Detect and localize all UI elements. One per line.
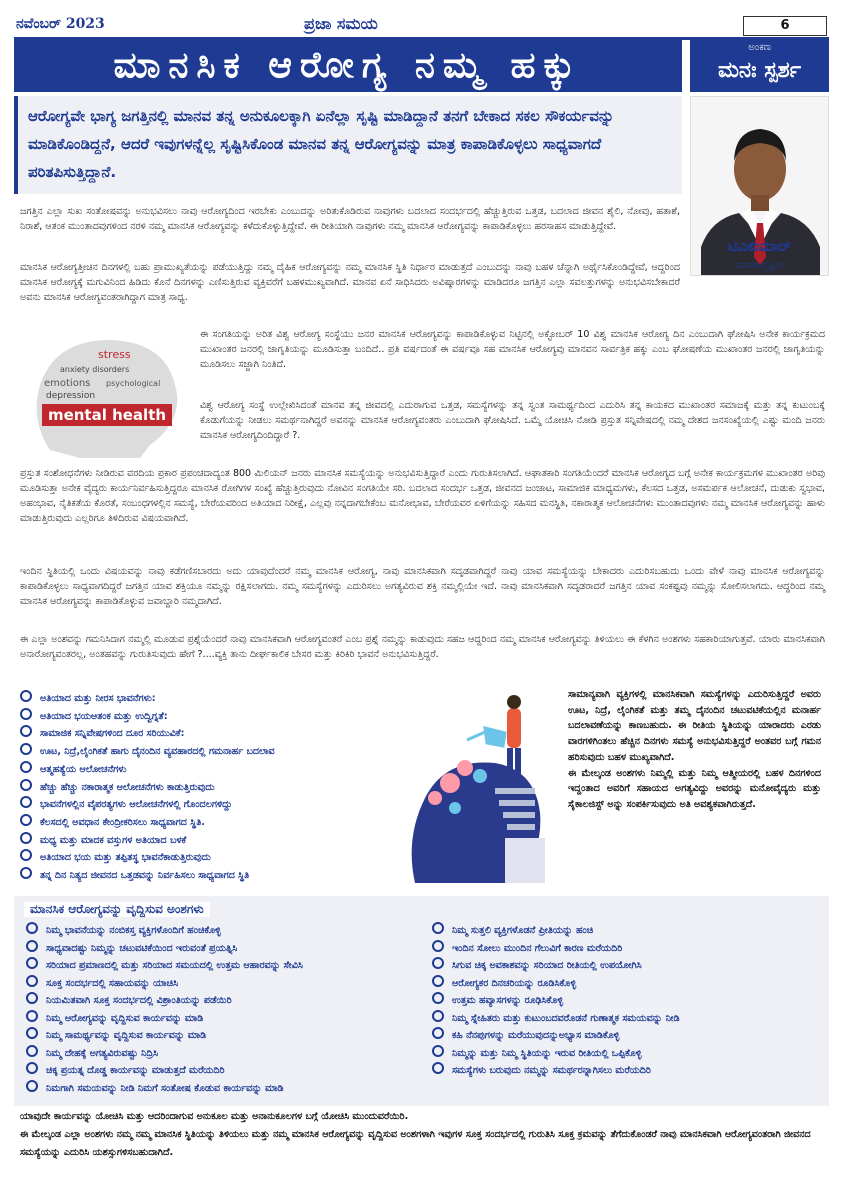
word-depression: depression xyxy=(46,391,96,401)
list-item: ನಿಮ್ಮ ಭಾವನೆಯನ್ನು ನಂಬಿಕಸ್ತ ವ್ಯಕ್ತಿಗಳೊಂದಿಗೆ ಹಂಚಿಕೊಳ್ಳಿ xyxy=(26,922,426,940)
list-item: ಕಹಿ ನೆನಪುಗಳನ್ನು ಮರೆಯುವುದನ್ನುಅಭ್ಯಾಸ ಮಾಡಿಕೊಳ್ಳಿ xyxy=(432,1027,822,1045)
circle-bullet-icon xyxy=(26,1080,38,1092)
advice-box xyxy=(562,683,827,893)
list-item: ನಿಯಮಿತವಾಗಿ ಸೂಕ್ತ ಸಂದರ್ಭದಲ್ಲಿ ವಿಶ್ರಾಂತಿಯನ್ನು ಪಡೆಯಿರಿ xyxy=(26,992,426,1010)
list-item: ಉತ್ತಮ ಹವ್ಯಾಸಗಳನ್ನು ರೂಢಿಸಿಕೊಳ್ಳಿ xyxy=(432,992,822,1010)
watering-can-icon xyxy=(467,728,505,746)
list-item: ಸೂಕ್ತ ಸಂದರ್ಭದಲ್ಲಿ ಸಹಾಯವನ್ನು ಯಾಚಿಸಿ xyxy=(26,975,426,993)
list-item: ನಿಮಗಾಗಿ ಸಮಯವನ್ನು ನೀಡಿ ನಿಮಗೆ ಸಂತೋಷ ಕೊಡುವ ಕಾರ್ಯವನ್ನು ಮಾಡಿ xyxy=(26,1080,426,1098)
list-item: ಊಟ, ನಿದ್ರೆ,ಲೈಂಗಿಕತೆ ಹಾಗು ದೈನಂದಿನ ವ್ಯವಹಾರದಲ್ಲಿ ಗಮನಾರ್ಹ ಬದಲಾವ xyxy=(20,743,410,761)
author-role: ಮನಃಶಾಸ್ತ್ರಜ್ಞರು xyxy=(735,260,784,271)
list-item: ಮಧ್ಯ ಮತ್ತು ಮಾದಕ ವಸ್ತುಗಳ ಅತಿಯಾದ ಬಳಕೆ xyxy=(20,832,410,850)
mental-health-image xyxy=(20,330,190,460)
body-paragraph-4: ವಿಶ್ವ ಆರೋಗ್ಯ ಸಂಸ್ಥೆ ಉಲ್ಲೇಖಿಸಿದಂತೆ ಮಾನವ ತನ್ನ ಜೀವದಲ್ಲಿ ಎದುರಾಗುವ ಒತ್ತಡ, ಸಮಸ್ಯೆಗಳನ್ನು ತನ್ನ ಸ್ವಂತ ಸಾಮರ್ಥ್ಯದಿಂದ ಎದುರಿಸಿ ತನ್ನ ಕಾಯಕದ ಮುಖಾಂತರ ಸಮಾಜಕ್ಕೆ ಮತ್ತು ತನ್ನ ಕುಟುಂಬಕ್ಕೆ ಕೊಡುಗೆಯನ್ನು ನೀಡಲು ಸಮರ್ಥನಾಗಿದ್ದರೆ ಅವನನ್ನು ಮಾನಸಿಕ ಆರೋಗ್ಯವಂತರು ಎಂಬುದಾಗಿ ಘೋಷಿಸಿದೆ. ಒಮ್ಮೆ ಯೋಚಿಸಿ ನೋಡಿ ಪ್ರಸ್ತುತ ಸನ್ನಿವೇಷದಲ್ಲಿ ನಮ್ಮ ದೇಶದ ಜನಸಂಖ್ಯೆಯಲ್ಲಿ ಎಷ್ಟು ಮಂದಿ ಜನರು ಮಾನಸಿಕ ಆರೋಗ್ಯದಿಂದಿದ್ದಾರೆ ?. xyxy=(200,400,825,441)
word-anxiety: anxiety disorders xyxy=(60,365,130,374)
list-item: ನಿಮ್ಮ ದೇಹಕ್ಕೆ ಅಗತ್ಯವಿರುವಷ್ಟು ನಿದ್ರಿಸಿ xyxy=(26,1045,426,1063)
issue-date: ನವೆಂಬರ್ 2023 xyxy=(16,16,105,32)
list-item: ನಿಮ್ಮ ಸುತ್ತಲಿ ವ್ಯಕ್ತಿಗಳೊಡನೆ ಪ್ರೀತಿಯನ್ನು ಹಂಚಿ xyxy=(432,922,822,940)
body-paragraph-3: ಈ ಸಂಗತಿಯನ್ನು ಅರಿತ ವಿಶ್ವ ಆರೋಗ್ಯ ಸಂಸ್ಥೆಯು ಜನರ ಮಾನಸಿಕ ಆರೋಗ್ಯವನ್ನು ಕಾಪಾಡಿಕೊಳ್ಳುವ ನಿಟ್ಟಿನಲ್ಲಿ ಅಕ್ಟೋಬರ್ 10 ವಿಶ್ವ ಮಾನಸಿಕ ಆರೋಗ್ಯ ದಿನ ಎಂಬುದಾಗಿ ಘೋಷಿಸಿ ಅನೇಕ ಕಾರ್ಯಕ್ರಮದ ಮುಖಾಂತರ ಜನರಲ್ಲಿ ಜಾಗೃತಿಯನ್ನು ಮೂಡಿಸುತ್ತಾ ಬಂದಿದೆ.. ಪ್ರತಿ ವರ್ಷದಂತೆ ಈ ವರ್ಷವೂ ಸಹ ಮಾನಸಿಕ ಆರೋಗ್ಯವು ಮಾನವನ ಸಾರ್ವತ್ರಿಕ ಹಕ್ಕು ಎಂಬ ಘೋಷಣೆಯ ಮುಖಾಂತರ ಜನರಲ್ಲಿ ಜಾಗೃತಿಯನ್ನು ಮೂಡಿಸಲು ಸಜ್ಜಾಗಿ ನಿಂತಿದೆ. xyxy=(200,329,825,370)
closing-line-1: ಯಾವುದೇ ಕಾರ್ಯವನ್ನು ಯೋಚಿಸಿ ಮತ್ತು ಆದರಿಂದಾಗುವ ಅನುಕೂಲ ಮತ್ತು ಅನಾನುಕೂಲಗಳ ಬಗ್ಗೆ ಯೋಚಿಸಿ ಮುಂದುವರೆಯಿರಿ. xyxy=(20,1111,409,1122)
list-item: ಕೆಲಸದಲ್ಲಿ ಅವಧಾನ ಕೇಂದ್ರೀಕರಿಸಲು ಸಾಧ್ಯವಾಗದ ಸ್ಥಿತಿ. xyxy=(20,814,410,832)
list-item: ಇಂದಿನ ಸೋಲು ಮುಂದಿನ ಗೆಲುವಿಗೆ ಕಾರಣ ಮರೆಯದಿರಿ xyxy=(432,940,822,958)
word-emotions: emotions xyxy=(44,378,91,389)
symptom-list xyxy=(20,690,410,885)
list-item: ಅತಿಯಾದ ಮತ್ತು ನೀರಸ ಭಾವನೆಗಳು: xyxy=(20,690,410,708)
list-item: ಹೆಚ್ಚು ಹೆಚ್ಚು ನಕಾರಾತ್ಮಕ ಆಲೋಚನೆಗಳು ಕಾಡುತ್ತಿರುವುದು xyxy=(20,779,410,797)
list-item: ತನ್ನ ದಿನ ನಿತ್ಯದ ಜೀವನದ ಒತ್ತಡವನ್ನು ನಿರ್ವಹಿಸಲು ಸಾಧ್ಯವಾಗದ ಸ್ಥಿತಿ xyxy=(20,867,410,885)
circle-bullet-icon xyxy=(432,975,444,987)
advice-paragraph-1: ಸಾಮಾನ್ಯವಾಗಿ ವ್ಯಕ್ತಿಗಳಲ್ಲಿ ಮಾನಸಿಕವಾಗಿ ಸಮಸ್ಯೆಗಳನ್ನು ಎದುರಿಸುತ್ತಿದ್ದರೆ ಅವರು ಊಟ, ನಿದ್ರೆ, ಲೈಂಗಿಕತೆ ಮತ್ತು ತಮ್ಮ ದೈನಂದಿನ ಚಟುವಟಿಕೆಯಲ್ಲಿನ ಮನಾರ್ಹ ಬದಲಾವಣೆಯನ್ನು ಕಾಣಬಹುದು. ಈ ರೀತಿಯ ಸ್ಥಿತಿಯನ್ನು ಯಾರಾದರು ಎರಡು ವಾರಗಳಿಗಿಂತಲು ಹೆಚ್ಚಿನ ದಿನಗಳು ಸಮಸ್ಯೆ ಅನುಭವಿಸುತ್ತಿದ್ದರೆ ಅಂತವರ ಬಗ್ಗೆ ಗಮನ ಹರಿಸುವುದು ಬಹಳ ಮುಖ್ಯವಾಗಿದೆ. xyxy=(568,689,821,763)
circle-bullet-icon xyxy=(26,1045,38,1057)
list-item: ಸಾಮಾಜಿಕ ಸನ್ನಿವೇಷಗಳಿಂದ ದೂರ ಸರಿಯುವಿಕೆ: xyxy=(20,725,410,743)
list-item: ಭಾವನೆಗಳಲ್ಲಿನ ವೈಪರತ್ಯಗಳು ಆಲೋಚನೆಗಳಲ್ಲಿ ಗೊಂದಲಗಳಿದ್ದು xyxy=(20,796,410,814)
list-item: ಆರೋಗ್ಯಕರ ದಿನಚರಿಯನ್ನು ರೂಡಿಸಿಕೊಳ್ಳಿ xyxy=(432,975,822,993)
circle-bullet-icon xyxy=(26,1010,38,1022)
circle-bullet-icon xyxy=(20,849,32,861)
word-psychological: psychological xyxy=(106,379,161,388)
column-badge-subtitle: ಅಂಕಣ xyxy=(748,42,771,53)
word-stress: stress xyxy=(98,348,131,361)
body-paragraph-2: ಮಾನಸಿಕ ಆರೋಗ್ಯತ್ತೀಚಿನ ದಿನಗಳಲ್ಲಿ ಬಹು ಪ್ರಾಮುಖ್ಯತೆಯನ್ನು ಪಡೆಯುತ್ತಿದ್ದು ನಮ್ಮ ದೈಹಿಕ ಆರೋಗ್ಯವನ್ನು ನಮ್ಮ ಮಾನಸಿಕ ಸ್ಥಿತಿ ನಿರ್ಧಾರ ಮಾಡುತ್ತದೆ ಎಂಬುದನ್ನು ನಾವು ಬಹಳ ಚೆನ್ನಾಗಿ ಅರ್ಥೈಸಿಕೊಂಡಿದ್ದೇವೆ, ಆದ್ದರಿಂದ ಮಾನಸಿಕ ಆರೋಗ್ಯಕ್ಕೆ ಮಗುವಿನಿಂದ ಹಿಡಿದು ಕೊನೆ ದಿನಗಳನ್ನು ಎಣಿಸುತ್ತಿರುವ ವ್ಯಕ್ತಿವರೆಗೆ ಬಹಳಮುಖ್ಯವಾಗಿದೆ. ಮಾನವ ಏನೆ ಸಾಧಿಸಿದರು ಅವಿಷ್ಕಾರಗಳನ್ನು ಮಾಡಿದರೂ ಜಗತ್ತಿನ ಎಲ್ಲಾ ಸವಲತ್ತುಗಳನ್ನು ಅನುಭವಿಸಬೇಕಾದರೆ ಅವನು ಮಾನಸಿಕ ಆರೋಗ್ಯವಂತರಾಗಿದ್ದಾಗ ಮಾತ್ರ ಸಾಧ್ಯ. xyxy=(20,262,680,303)
circle-bullet-icon xyxy=(432,1027,444,1039)
circle-bullet-icon xyxy=(432,922,444,934)
list-item: ಸಾಧ್ಯವಾದಷ್ಟು ನಿಮ್ಮನ್ನು ಚಟುವಟಿಕೆಯಿಂದ ಇರುವಂತೆ ಪ್ರಯತ್ನಿಸಿ xyxy=(26,940,426,958)
closing-line-2: ಈ ಮೇಲ್ಕಂಡ ಎಲ್ಲಾ ಅಂಶಗಳು ನಮ್ಮ ನಮ್ಮ ಮಾನಸಿಕ ಸ್ಥಿತಿಯನ್ನು ತಿಳಿಯಲು ಮತ್ತು ನಮ್ಮ ಮಾನಸಿಕ ಆರೋಗ್ಯವನ್ನು ವೃದ್ದಿಸುವ ಅಂಶಗಳಾಗಿ ಇವುಗಳ ಸೂಕ್ತ ಸಂದರ್ಭದಲ್ಲಿ ಗುರುತಿಸಿ ಸೂಕ್ತ ಕ್ರಮವನ್ನು ತೆಗೆದುಕೊಂಡರೆ ನಾವು ಮಾನಸಿಕವಾಗಿ ಆರೋಗ್ಯವಂತರಾಗಿ ಜೀವನದ ಸಮಸ್ಯೆಯನ್ನು ಎದುರಿಸಿ ಯಶಸ್ಸುಗಳಿಸಬಹುದಾಗಿದೆ. xyxy=(20,1129,811,1158)
list-item: ನಿಮ್ಮ ಸಾಮರ್ಥ್ಯವನ್ನು ವೃದ್ದಿಸುವ ಕಾರ್ಯವನ್ನು ಮಾಡಿ xyxy=(26,1027,426,1045)
body-paragraph-5: ಪ್ರಸ್ತುತ ಸಂಶೋಧನೆಗಳು ನೀಡಿರುವ ವರದಿಯ ಪ್ರಕಾರ ಪ್ರಪಂಚದಾದ್ಯಂತ 800 ಮಿಲಿಯನ್ ಜನರು ಮಾನಸಿಕ ಸಮಸ್ಯೆಯನ್ನು ಅನುಭವಿಸುತ್ತಿದ್ದಾರೆ ಎಂದು ಗುರುತಿಸಲಾಗಿದೆ. ಆಘಾತಕಾರಿ ಸಂಗತಿಯೆಂದರೆ ಮಾನಸಿಕ ಆರೋಗ್ಯದ ಬಗ್ಗೆ ಅನೇಕ ಕಾರ್ಯಕ್ರಮಗಳ ಮುಖಾಂತರ ಅರಿವು ಮೂಡಿಸುತ್ತಾ ಅನೇಕ ವೈದ್ಯರು ಕಾರ್ಯನಿರ್ವಹಿಸುತ್ತಿದ್ದರೂ ಮಾನಸಿಕ ರೋಗಿಗಳ ಸಂಖ್ಯೆ ಹೆಚ್ಚುತ್ತಿರುವುದು ನೋವಿನ ಸಂಗತಿಯೇ ಸರಿ. ಬದಲಾದ ಸಂದರ್ಭ ಒತ್ತಡ, ಜೀವನದ ಜಂಜಾಟ, ಸಾಮಾಜಿಕ ಮಾಧ್ಯಮಗಳು, ಕೆಲಸದ ಒತ್ತಡ, ಅಸಮರ್ಪಕ ಆಲೋಚನೆ, ದುಡುಕು ಸ್ವಭಾವ, ಅಹಂಭಾವ, ನೈತಿಕತೆಯ ಕೊರತೆ, ಸಂಬಂಧಗಳಲ್ಲಿನ ಸಮಸ್ಯೆ, ಬೇರೆಯವರಿಂದ ಅತಿಯಾದ ನಿರೀಕ್ಷೆ, ಎಲ್ಲವು ನನ್ನದಾಗಬೇಕೆಂಬ ಮನೋಭಾವ, ಬೇರೆಯವರ ಏಳಿಗೆಯನ್ನು ಸಹಿಸದ ಮನಸ್ಥಿತಿ, ನಕಾರಾತ್ಮಕ ಆಲೋಚನೆಗಳು ಮುಂತಾದವುಗಳು ನಮ್ಮ ಮಾನಸಿಕ ಆರೋಗ್ಯವನ್ನು ಹಾಳು ಮಾಡುತ್ತಿರುವುದು ಎಲ್ಲರಿಗೂ ತಿಳಿದಿರುವ ವಿಷಯವಾಗಿದೆ. xyxy=(20,468,825,524)
circle-bullet-icon xyxy=(20,796,32,808)
tips-title: ಮಾನಸಿಕ ಆರೋಗ್ಯವನ್ನು ವೃದ್ದಿಸುವ ಅಂಶಗಳು xyxy=(24,902,210,917)
circle-bullet-icon xyxy=(26,957,38,969)
list-item: ಆತ್ಮಹತ್ಯೆಯ ಆಲೋಚನೆಗಳು xyxy=(20,761,410,779)
list-item: ಸರಿಯಾದ ಪ್ರಮಾಣದಲ್ಲಿ ಮತ್ತು ಸರಿಯಾದ ಸಮಯದಲ್ಲಿ ಉತ್ತಮ ಆಹಾರವನ್ನು ಸೇವಿಸಿ xyxy=(26,957,426,975)
tips-list-left xyxy=(26,922,426,1097)
circle-bullet-icon xyxy=(26,1062,38,1074)
circle-bullet-icon xyxy=(26,922,38,934)
closing-text xyxy=(20,1108,825,1162)
list-item: ನಿಮ್ಮ ಸ್ನೇಹಿತರು ಮತ್ತು ಕುಟುಂಬದವರೊಡನೆ ಗುಣಾತ್ಮಕ ಸಮಯವನ್ನು ನೀಡಿ xyxy=(432,1010,822,1028)
column-badge-name: ಮನಃ ಸ್ಪರ್ಶ xyxy=(717,58,802,83)
circle-bullet-icon xyxy=(26,975,38,987)
circle-bullet-icon xyxy=(26,992,38,1004)
body-paragraph-1: ಜಗತ್ತಿನ ಎಲ್ಲಾ ಸುಖ ಸಂತೋಷವನ್ನು ಅನುಭವಿಸಲು ನಾವು ಆರೋಗ್ಯದಿಂದ ಇರಬೇಕು ಎಂಬುದನ್ನು ಅರಿತುಕೊಡಿರುವ ನಾವುಗಳು ಬದಲಾದ ಸಂದರ್ಭದಲ್ಲಿ ಹೆಚ್ಚುತ್ತಿರುವ ಒತ್ತಡ, ಬದಲಾದ ಜೀವನ ಶೈಲಿ, ನೋವು, ಹತಾಶೆ, ನಿರಾಶೆ, ಆತಂಕ ಮುಂತಾದವುಗಳಿಂದ ನರಳಿ ನಮ್ಮ ಮಾನಸಿಕ ಆರೋಗ್ಯವನ್ನು ಕಳೆದುಕೊಳ್ಳುತ್ತಿದ್ದೇವೆ. ಈ ರೀತಿಯಾಗಿ ನಾವುಗಳು ನಮ್ಮ ಮಾನಸಿಕ ಆರೋಗ್ಯವನ್ನು ಕಾಪಾಡಿಕೊಳ್ಳಲು ಹರಸಾಹಸ ಮಾಡುತ್ತಿದ್ದೇವೆ. xyxy=(20,206,680,232)
advice-paragraph-2: ಈ ಮೇಲ್ಕಂಡ ಅಂಶಗಳು ನಿಮ್ಮಲ್ಲಿ ಮತ್ತು ನಿಮ್ಮ ಆತ್ಮೀಯರಲ್ಲಿ ಬಹಳ ದಿನಗಳಿಂದ ಇದ್ದಂತಾದ ಅವರಿಗೆ ಸಹಾಯದ ಅಗತ್ಯವಿದ್ದು ಅವರನ್ನು ಮನೋವೈದ್ಯರು ಮತ್ತು ಸೈಕಾಲಜಿಸ್ಟ್ ಅನ್ನು ಸಂಪರ್ಕಿಸುವುದು ಅತಿ ಅವಶ್ಯಕವಾಗಿರುತ್ತದೆ. xyxy=(568,767,821,810)
list-item: ಅತಿಯಾದ ಭಯಆತಂಕ ಮತ್ತು ಉದ್ವಿಗ್ನತೆ: xyxy=(20,708,410,726)
lead-text: ಆರೋಗ್ಯವೇ ಭಾಗ್ಯ ಜಗತ್ತಿನಲ್ಲಿ ಮಾನವ ತನ್ನ ಅನುಕೂಲಕ್ಕಾಗಿ ಏನೆಲ್ಲಾ ಸೃಷ್ಟಿ ಮಾಡಿದ್ದಾನೆ ತನಗೆ ಬೇಕಾದ ಸಕಲ ಸೌಕರ್ಯವನ್ನು ಮಾಡಿಕೊಂಡಿದ್ದನೆ, ಆದರೆ ಇವುಗಳನ್ನೆಲ್ಲ ಸೃಷ್ಟಿಸಿಕೊಂಡ ಮಾನವ ತನ್ನ ಆರೋಗ್ಯವನ್ನು ಮಾತ್ರ ಕಾಪಾಡಿಕೊಳ್ಳಲು ಸಾಧ್ಯವಾಗದೆ ಪರಿತಪಿಸುತ್ತಿದ್ದಾನೆ. xyxy=(28,107,615,181)
circle-bullet-icon xyxy=(20,690,32,702)
circle-bullet-icon xyxy=(432,1062,444,1074)
circle-bullet-icon xyxy=(432,992,444,1004)
circle-bullet-icon xyxy=(20,743,32,755)
circle-bullet-icon xyxy=(26,1027,38,1039)
tips-box xyxy=(14,896,829,1106)
circle-bullet-icon xyxy=(432,1010,444,1022)
list-item: ಅತಿಯಾದ ಭಯ ಮತ್ತು ತಪ್ಪಿತಸ್ಥ ಭಾವನೆಕಾಡುತ್ತಿರುವುದು xyxy=(20,849,410,867)
circle-bullet-icon xyxy=(20,779,32,791)
circle-bullet-icon xyxy=(432,957,444,969)
circle-bullet-icon xyxy=(26,940,38,952)
lead-box xyxy=(14,96,682,194)
circle-bullet-icon xyxy=(432,1045,444,1057)
paper-name: ಪ್ರಜಾ ಸಮಯ xyxy=(304,14,378,33)
circle-bullet-icon xyxy=(20,832,32,844)
circle-bullet-icon xyxy=(20,867,32,879)
list-item: ಸಿಗುವ ಚಿಕ್ಕ ಅವಕಾಶವನ್ನು ಸರಿಯಾದ ರೀತಿಯಲ್ಲಿ ಉಪಯೋಗಿಸಿ xyxy=(432,957,822,975)
circle-bullet-icon xyxy=(20,814,32,826)
tips-list-right xyxy=(432,922,822,1080)
circle-bullet-icon xyxy=(20,725,32,737)
circle-bullet-icon xyxy=(20,708,32,720)
circle-bullet-icon xyxy=(20,761,32,773)
word-mental-health: mental health xyxy=(47,406,167,424)
list-item: ಸಮಸ್ಯೆಗಳು ಬರುವುದು ನಮ್ಮನ್ನು ಸಮರ್ಥರನ್ನಾಗಿಸಲು ಮರೆಯದಿರಿ xyxy=(432,1062,822,1080)
column-badge xyxy=(690,40,829,92)
page-number: 6 xyxy=(743,16,827,36)
body-paragraph-6: ಇಂದಿನ ಸ್ಥಿತಿಯಲ್ಲಿ ಒಂದು ವಿಷಯವನ್ನು ನಾವು ಕಡೆಗಣಿಸಬಾರದು ಅದು ಯಾವುದೆಂದರೆ ನಮ್ಮ ಮಾನಸಿಕ ಆರೋಗ್ಯ, ನಾವು ಮಾನಸಿಕವಾಗಿ ಸದೃಡವಾಗಿದ್ದರೆ ನಾವು ಯಾವ ಸಮಸ್ಯೆಯನ್ನು ಬೇಕಾದರು ಎದುರಿಸಬಹುದು ಒಂದು ವೇಳೆ ನಾವು ಮಾನಸಿಕ ಆರೋಗ್ಯವನ್ನು ಕಾಪಾಡಿಕೊಳ್ಳಲು ಸಾಧ್ಯವಾಗದಿದ್ದರೆ ಜಗತ್ತಿನ ಯಾವ ಶಕ್ತಿಯೂ ನಮ್ಮನ್ನು ರಕ್ಷಿಸಲಾಗದು. ನಮ್ಮ ಸಮಸ್ಯೆಗಳನ್ನು ಎದುರಿಸಲು ಅಗತ್ಯವಿರುವ ಶಕ್ತಿ ನಮ್ಮಲ್ಲಿಯೇ ಇದೆ. ನಾವು ಮಾನಸಿಕವಾಗಿ ಸದೃಡರಾದರೆ ಜಗತ್ತಿನ ಯಾವ ಸಂಕಷ್ಟವು ನಮ್ಮನ್ನು ಸೋಲಿಸಲಾಗದು. ಆದ್ದರಿಂದ ನಮ್ಮ ಮಾನಸಿಕ ಆರೋಗ್ಯವನ್ನು ಕಾಪಾಡಿಕೊಳ್ಳುವ ಜವಾಬ್ದಾರಿ ನಮ್ಮದಾಗಿದೆ. xyxy=(20,566,825,607)
headline: ಮಾನಸಿಕ ಆರೋಗ್ಯ ನಮ್ಮ ಹಕ್ಕು xyxy=(14,40,682,92)
circle-bullet-icon xyxy=(432,940,444,952)
watering-head-illustration xyxy=(395,688,555,888)
list-item: ನಿಮ್ಮನ್ನು ಮತ್ತು ನಿಮ್ಮ ಸ್ಥಿತಿಯನ್ನು ಇರುವ ರೀತಿಯಲ್ಲಿ ಒಪ್ಪಿಕೊಳ್ಳಿ xyxy=(432,1045,822,1063)
list-item: ನಿಮ್ಮ ಆರೋಗ್ಯವನ್ನು ವೃದ್ದಿಸುವ ಕಾರ್ಯವನ್ನು ಮಾಡಿ xyxy=(26,1010,426,1028)
masthead xyxy=(14,14,829,36)
author-name: ಟಿವಿಕುಮಾರ್ xyxy=(727,237,792,255)
author-photo xyxy=(690,96,829,276)
list-item: ಚಿಕ್ಕ ಪ್ರಯತ್ನ ದೊಡ್ಡ ಕಾರ್ಯವನ್ನು ಮಾಡುತ್ತದೆ ಮರೆಯದಿರಿ xyxy=(26,1062,426,1080)
body-paragraph-7: ಈ ಎಲ್ಲಾ ಅಂಶವನ್ನು ಗಮನಿಸಿದಾಗ ನಮ್ಮಲ್ಲಿ ಮೂಡುವ ಪ್ರಶ್ನೆಯೆಂದರೆ ನಾವು ಮಾನಸಿಕವಾಗಿ ಆರೋಗ್ಯವಂತರೆ ಎಂಬ ಪ್ರಶ್ನೆ ನಮ್ಮನ್ನು ಕಾಡುವುದು ಸಹಜ ಆದ್ದರಿಂದ ನಮ್ಮ ಮಾನಸಿಕ ಆರೋಗ್ಯವನ್ನು ತಿಳಿಯಲು ಈ ಕೆಳಗಿನ ಅಂಶಗಳು ಸಹಕಾರಿಯಾಗುತ್ತವೆ. ಯಾರು ಮಾನಸಿಕವಾಗಿ ಅನಾರೋಗ್ಯವಂತರಲ್ಲ, ಅಂತಹವನ್ನು ಗುರುತಿಸುವುದು ಹೇಗೆ ?....ವ್ಯಕ್ತಿ ತಾನು ದೀರ್ಘಕಾಲಿಕ ಬೇಸರ ಮತ್ತು ಕಿರಿಕಿರಿ ಭಾವನೆ ಅನುಭವಿಸುತ್ತಿದ್ದರೆ. xyxy=(20,634,825,660)
